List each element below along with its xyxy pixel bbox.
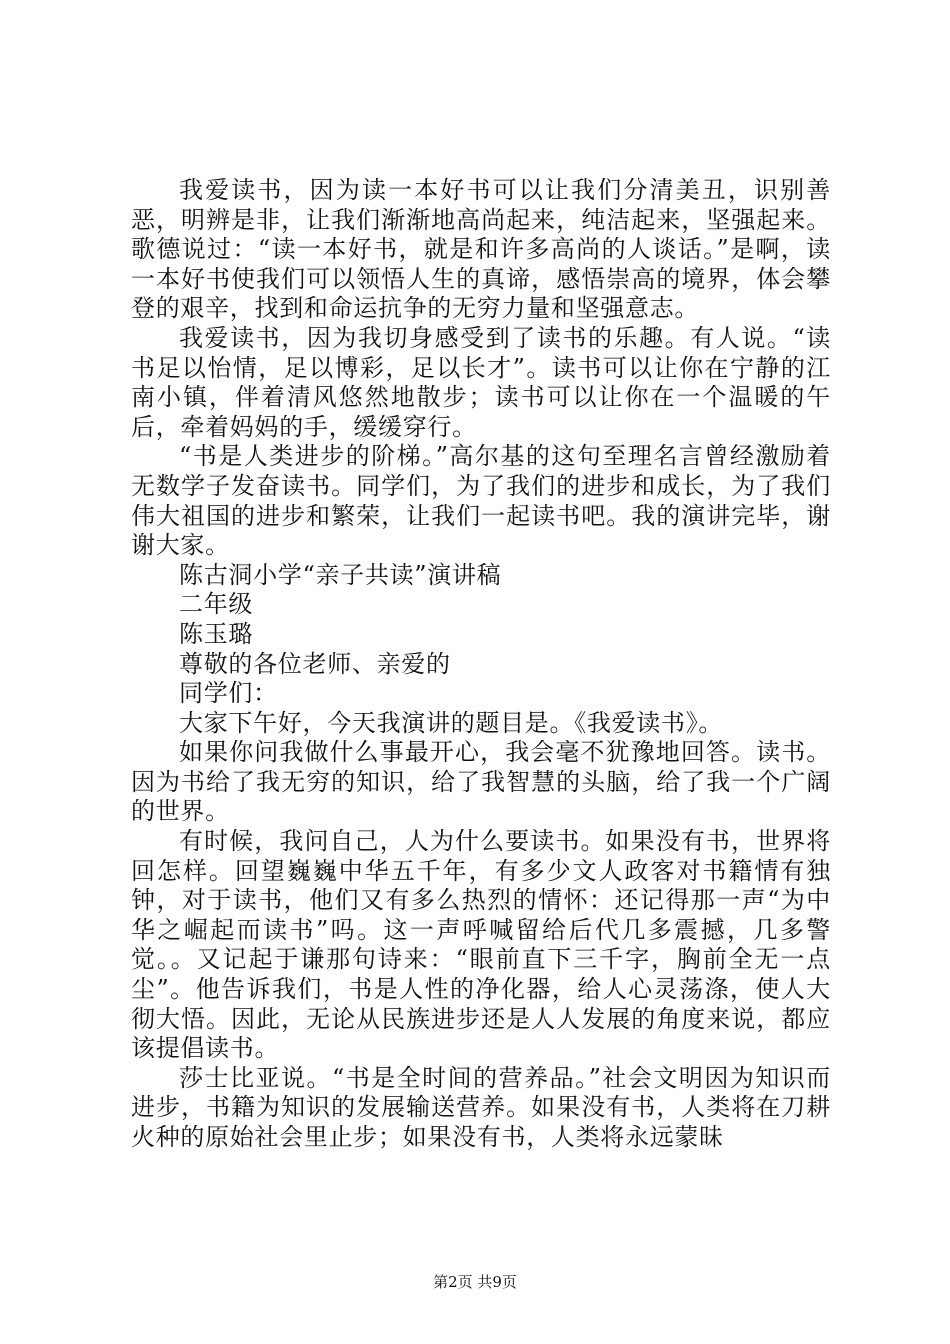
page-number-footer: 第2页 共9页: [433, 1273, 517, 1291]
salutation-line-1: 尊敬的各位老师、亲爱的: [179, 649, 451, 678]
paragraph-love-reading-2: 我爱读书，因为我切身感受到了读书的乐趣。有人说。“读书足以怡情，足以博彩，足以长才”。读书可以让你在宁静的江南小镇，伴着清风悠然地散步；读书可以让你在一个温暖的午后，牵着妈妈的手，缓缓穿行。: [131, 323, 831, 441]
speech-title: 陈古洞小学“亲子共读”演讲稿: [179, 560, 502, 589]
speaker-grade: 二年级: [179, 590, 254, 619]
greeting-line: 大家下午好，今天我演讲的题目是。《我爱读书》。: [179, 708, 724, 737]
paragraph-love-reading-1: 我爱读书，因为读一本好书可以让我们分清美丑，识别善恶，明辨是非，让我们渐渐地高尚起来，纯洁起来，坚强起来。歌德说过：“读一本好书，就是和许多高尚的人谈话。”是啊，读一本好书使我们可以领悟人生的真谛，感悟崇高的境界，体会攀登的艰辛，找到和命运抗争的无穷力量和坚强意志。: [131, 176, 831, 323]
paragraph-shakespeare: 莎士比亚说。“书是全时间的营养品。”社会文明因为知识而进步，书籍为知识的发展输送营养。如果没有书，人类将在刀耕火种的原始社会里止步；如果没有书，人类将永远蒙昧: [131, 1063, 831, 1151]
speaker-name: 陈玉璐: [179, 619, 254, 648]
paragraph-gorky-quote: “书是人类进步的阶梯。”高尔基的这句至理名言曾经激励着无数学子发奋读书。同学们，为了我们的进步和成长，为了我们伟大祖国的进步和繁荣，让我们一起读书吧。我的演讲完毕，谢谢大家。: [131, 442, 831, 560]
salutation-line-2: 同学们：: [179, 679, 278, 708]
paragraph-happiest-thing: 如果你问我做什么事最开心，我会毫不犹豫地回答。读书。因为书给了我无穷的知识，给了我智慧的头脑，给了我一个广阔的世界。: [131, 738, 831, 826]
document-body: [131, 176, 831, 1153]
paragraph-why-read: 有时候，我问自己，人为什么要读书。如果没有书，世界将回怎样。回望巍巍中华五千年，有多少文人政客对书籍情有独钟，对于读书，他们又有多么热烈的情怀：还记得那一声“为中华之崛起而读书”吗。这一声呼喊留给后代几多震撼，几多警觉。。又记起于谦那句诗来：“眼前直下三千字，胸前全无一点尘”。他告诉我们，书是人性的净化器，给人心灵荡涤，使人大彻大悟。因此，无论从民族进步还是人人发展的角度来说，都应该提倡读书。: [131, 827, 831, 1063]
